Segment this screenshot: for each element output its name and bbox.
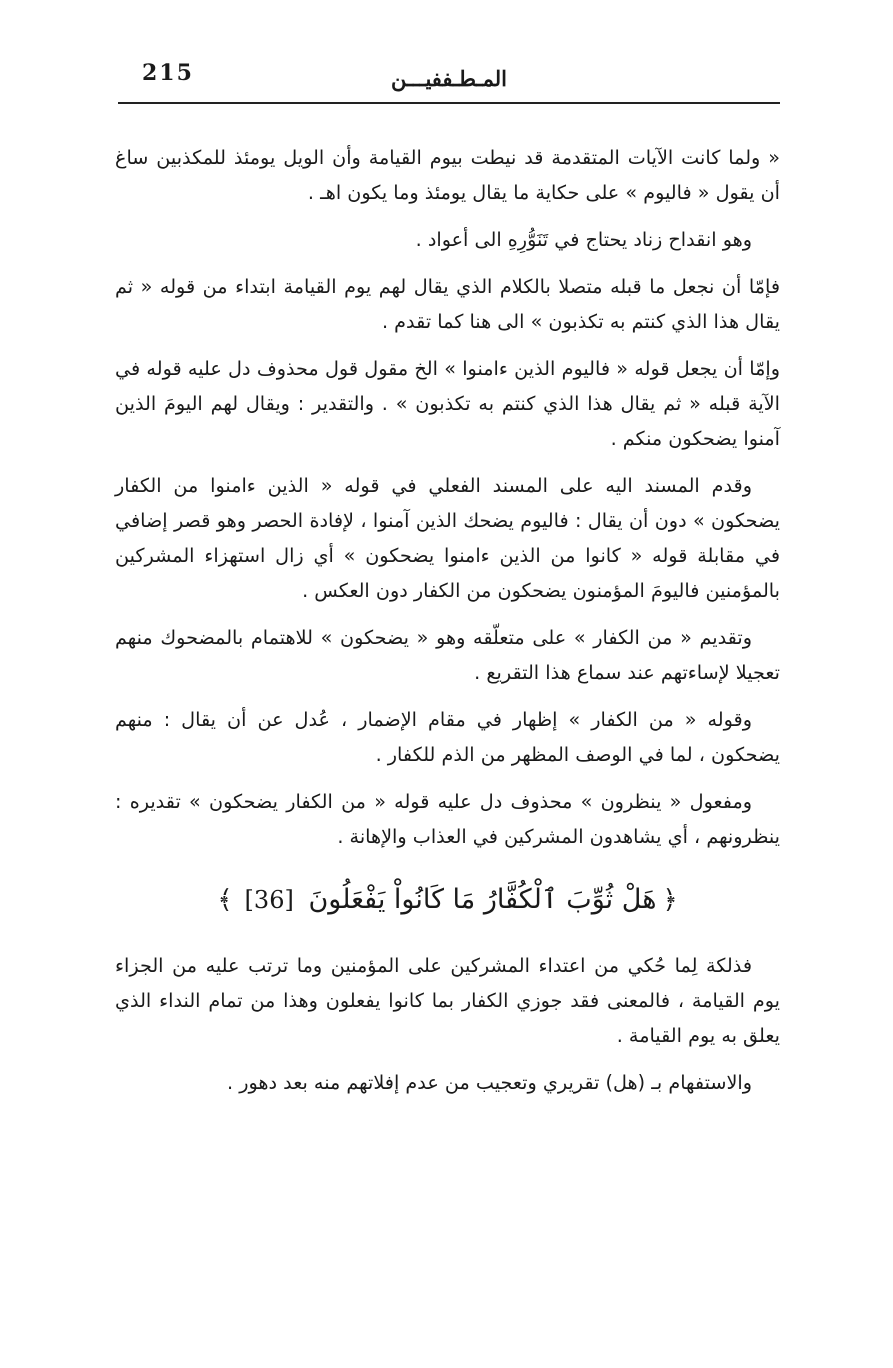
- quran-verse: [115, 878, 780, 922]
- paragraph: وتقديم « من الكفار » على متعلّقه وهو « يضحكون » للاهتمام بالمضحوك منهم تعجيلا لإساءتهم عند سماع هذا التقريع .: [115, 626, 780, 684]
- paragraph: وقدم المسند اليه على المسند الفعلي في قوله « الذين ءامنوا من الكفار يضحكون » دون أن يقال : فاليوم يضحك الذين آمنوا ، لإفادة الحصر وهو قصر إضافي في مقابلة قوله « كانوا من الذين ءامنوا يضحكون » أي زال استهزاء المشركين بالمؤمنين فاليومَ المؤمنون يضحكون من الكفار دون العكس .: [115, 474, 780, 602]
- paragraph: وإمّا أن يجعل قوله « فاليوم الذين ءامنوا » الخ مقول قول محذوف دل عليه قوله في الآية قبله « ثم يقال هذا الذي كنتم به تكذبون » . والتقدير : ويقال لهم اليومَ الذين آمنوا يضحكون منكم .: [115, 357, 780, 450]
- paragraph: وهو انقداح زناد يحتاج في تَنَوُّرِهِ الى أعواد .: [415, 228, 752, 251]
- verse-open-bracket: ﴿: [662, 885, 678, 915]
- verse-text: هَلْ ثُوِّبَ ٱلْكُفَّارُ مَا كَانُواْ يَفْعَلُونَ: [308, 884, 657, 915]
- page-number: 215: [142, 60, 194, 86]
- page-header: [118, 58, 780, 104]
- paragraph: « ولما كانت الآيات المتقدمة قد نيطت بيوم القيامة وأن الويل يومئذ للمكذبين ساغ أن يقول « فاليوم » على حكاية ما يقال يومئذ وما يكون اهـ .: [115, 146, 780, 204]
- paragraph: ومفعول « ينظرون » محذوف دل عليه قوله « من الكفار يضحكون » تقديره : ينظرونهم ، أي يشاهدون المشركين في العذاب والإهانة .: [115, 790, 780, 848]
- running-title: المـطـففيـــن: [391, 66, 507, 91]
- verse-close-bracket: ﴾: [217, 885, 233, 915]
- verse-number: [36]: [244, 886, 294, 914]
- paragraph: فذلكة لِما حُكي من اعتداء المشركين على المؤمنين وما ترتب عليه من الجزاء يوم القيامة ، فالمعنى فقد جوزي الكفار بما كانوا يفعلون وهذا من تمام النداء الذي يعلق به يوم القيامة .: [115, 954, 780, 1047]
- paragraph: والاستفهام بـ (هل) تقريري وتعجيب من عدم إفلاتهم منه بعد دهور .: [227, 1071, 752, 1094]
- paragraph: وقوله « من الكفار » إظهار في مقام الإضمار ، عُدل عن أن يقال : منهم يضحكون ، لما في الوصف المظهر من الذم للكفار .: [115, 708, 780, 766]
- paragraph: فإمّا أن نجعل ما قبله متصلا بالكلام الذي يقال لهم يوم القيامة ابتداء من قوله « ثم يقال هذا الذي كنتم به تكذبون » الى هنا كما تقدم .: [115, 275, 780, 333]
- page-body: [115, 140, 780, 1112]
